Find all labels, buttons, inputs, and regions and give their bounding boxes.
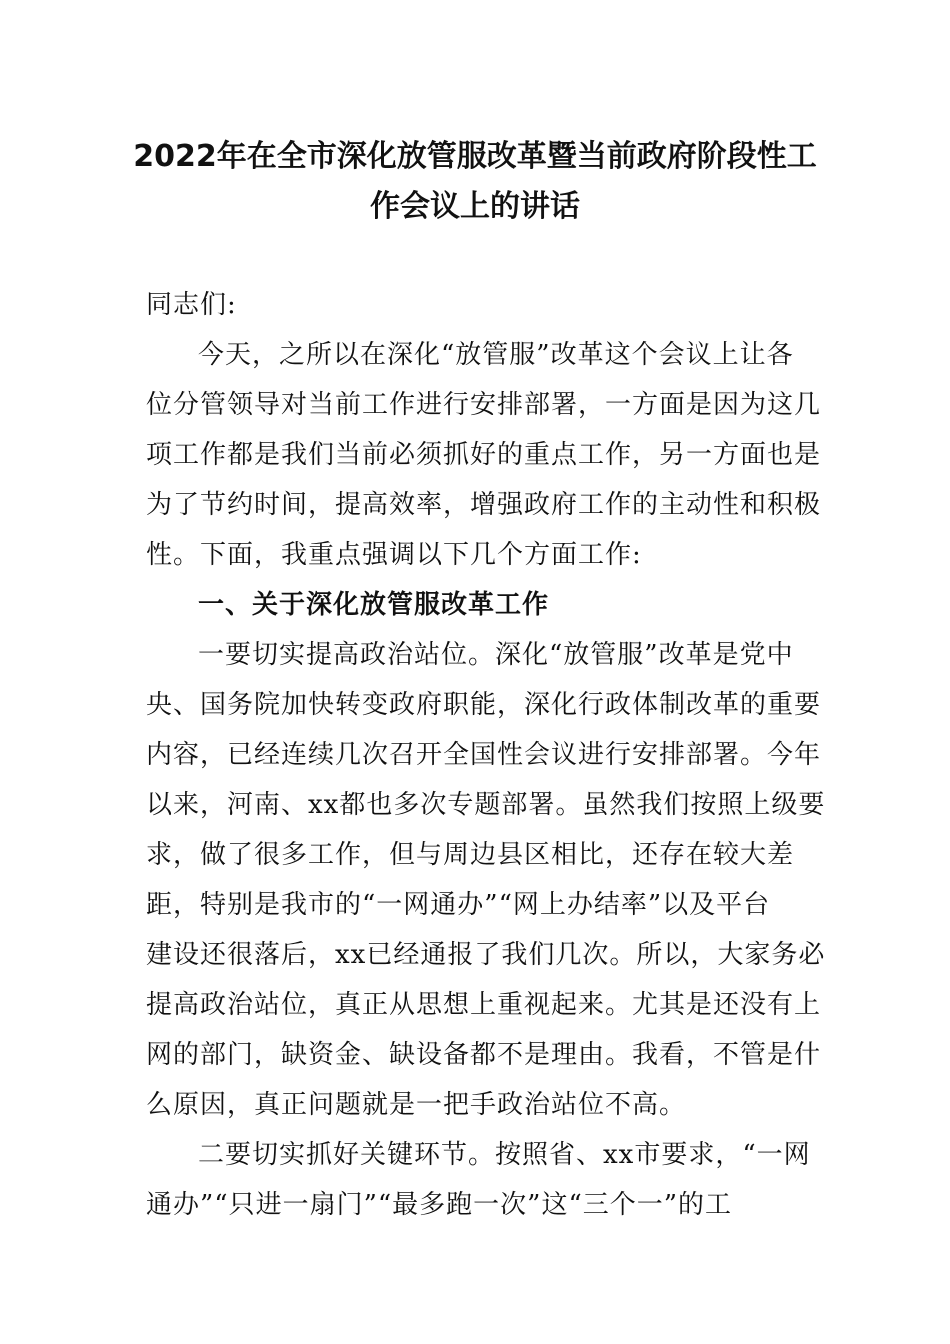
paragraph-line: 一要切实提高政治站位。深化“放管服”改革是党中 [198, 640, 794, 670]
paragraph-line: 位分管领导对当前工作进行安排部署，一方面是因为这几 [146, 390, 822, 420]
paragraph-line: 通办”“只进一扇门”“最多跑一次”这“三个一”的工 [146, 1190, 733, 1220]
paragraph-line: 央、国务院加快转变政府职能，深化行政体制改革的重要 [146, 690, 822, 720]
title-line: 2022年在全市深化放管服改革暨当前政府阶段性工 [133, 139, 817, 174]
paragraph-line: 么原因，真正问题就是一把手政治站位不高。 [146, 1090, 687, 1120]
paragraph-line: 距，特别是我市的“一网通办”“网上办结率”以及平台 [146, 890, 771, 920]
paragraph-line: 性。下面，我重点强调以下几个方面工作: [146, 540, 642, 570]
section-heading: 一、关于深化放管服改革工作 [198, 590, 550, 620]
paragraph-line: 建设还很落后，xx已经通报了我们几次。所以，大家务必 [146, 940, 826, 970]
paragraph-line: 二要切实抓好关键环节。按照省、xx市要求，“一网 [198, 1140, 811, 1170]
document-body [146, 280, 826, 1230]
paragraph-line: 网的部门，缺资金、缺设备都不是理由。我看，不管是什 [146, 1040, 822, 1070]
paragraph-line: 以来，河南、xx都也多次专题部署。虽然我们按照上级要 [146, 790, 826, 820]
paragraph-line: 求，做了很多工作，但与周边县区相比，还存在较大差 [146, 840, 795, 870]
paragraph-line: 提高政治站位，真正从思想上重视起来。尤其是还没有上 [146, 990, 822, 1020]
salutation: 同志们: [146, 290, 237, 320]
paragraph-line: 项工作都是我们当前必须抓好的重点工作，另一方面也是 [146, 440, 822, 470]
paragraph-line: 内容，已经连续几次召开全国性会议进行安排部署。今年 [146, 740, 822, 770]
paragraph-line: 今天，之所以在深化“放管服”改革这个会议上让各 [198, 340, 794, 370]
title-line: 作会议上的讲话 [370, 189, 580, 224]
paragraph-line: 为了节约时间，提高效率，增强政府工作的主动性和积极 [146, 490, 822, 520]
document-title [120, 132, 830, 232]
